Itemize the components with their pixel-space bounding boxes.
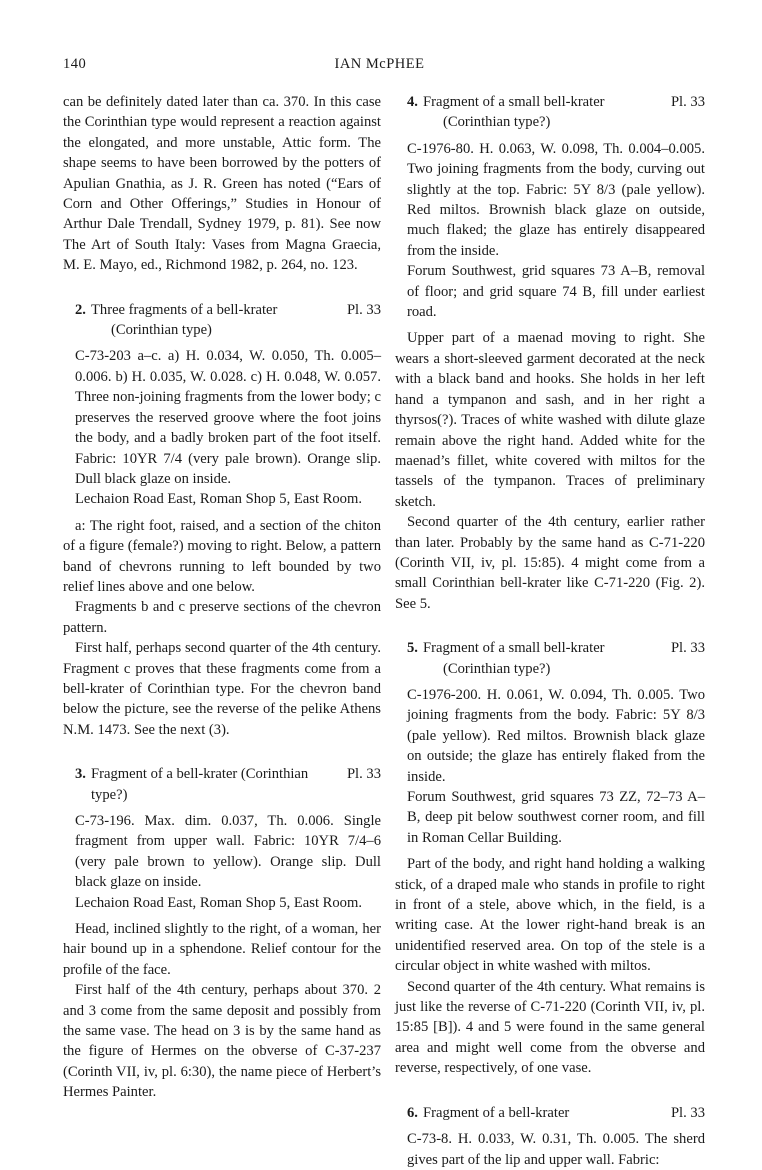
dating-paragraph: Second quarter of the 4th century, earlier rather than later. Probably by the same hand as C-71-220 (Corinth VII, iv, pl. 15:85). 4 might come from a small Corinthian bell-krater like C-71-220 (Fig. 2). See 5. [395, 514, 705, 612]
catalog-entry: C-73-8. H. 0.033, W. 0.31, Th. 0.005. The sherd gives part of the lip and upper wall. Fabric: [407, 1131, 705, 1168]
item-6-heading [395, 1103, 705, 1123]
dating-paragraph: First half, perhaps second quarter of the 4th century. Fragment c proves that these fragments come from a bell-krater of Corinthian type. For the chevron band below the picture, see the reverse of the pelike Athens N.M. 1473. See the next (3). [63, 640, 381, 738]
findspot: Lechaion Road East, Roman Shop 5, East Room. [75, 894, 362, 911]
item-2-heading [63, 300, 381, 341]
description: Part of the body, and right hand holding a walking stick, of a draped male who stands in profile to right in front of a stele, above which, in the field, is a writing case. At the lower right-hand break is an unidentified reserved area. On top of the stele is a circular object in white washed with miltos. [395, 856, 705, 975]
plate-reference: Pl. 33 [670, 94, 705, 110]
item-title: Fragment of a bell-krater [423, 1104, 570, 1121]
plate-reference: Pl. 33 [346, 301, 381, 318]
catalog-entry: C-73-196. Max. dim. 0.037, Th. 0.006. Single fragment from upper wall. Fabric: 10YR 7/4–6 (very pale brown to yellow). Orange slip. Dull black glaze on inside. [75, 813, 381, 891]
description: a: The right foot, raised, and a section of the chiton of a figure (female?) moving to right. Below, a pattern band of chevrons running to left bounded by two relief lines above and one below. [63, 517, 381, 595]
item-title: Fragment of a small bell-krater [423, 94, 605, 110]
description: Upper part of a maenad moving to right. She wears a short-sleeved garment decorated at the neck with a black band and hooks. She holds in her left hand a tympanon and sash, and in her right a thyrsos(?). Traces of white washed with dilute glaze remain above the right hand. Added white for the maenad’s fillet, white covered with miltos for the tassels of the tympanon. Traces of preliminary sketch. [395, 330, 705, 510]
description: Head, inclined slightly to the right, of a woman, her hair bound up in a sphendone. Relief contour for the profile of the face. [63, 921, 381, 978]
findspot: Lechaion Road East, Roman Shop 5, East Room. [75, 491, 362, 508]
right-column [395, 92, 705, 1170]
catalog-entry: C-1976-200. H. 0.061, W. 0.094, Th. 0.005. Two joining fragments from the body. Fabric: 5Y 8/3 (pale yellow). Red miltos. Brownish black glaze on outside; the glaze has entirely flaked from the inside. [407, 686, 705, 785]
dating-paragraph: First half of the 4th century, perhaps about 370. 2 and 3 come from the same deposit and possibly from the same vase. The head on 3 is by the same hand as the figure of Hermes on the obverse of C-37-237 (Corinth VII, iv, pl. 6:30), the name piece of Herbert’s Hermes Painter. [63, 982, 381, 1101]
item-subtitle: (Corinthian type?) [443, 660, 551, 677]
item-subtitle: (Corinthian type) [111, 322, 212, 339]
item-title: Three fragments of a bell-krater [91, 301, 278, 318]
left-column [63, 92, 381, 1103]
plate-reference: Pl. 33 [670, 640, 705, 657]
author-name: IAN McPHEE [334, 56, 425, 72]
description: Fragments b and c preserve sections of the chevron pattern. [63, 599, 381, 636]
findspot: Forum Southwest, grid squares 73 A–B, removal of floor; and grid square 74 B, fill under earliest road. [407, 263, 705, 321]
item-subtitle: (Corinthian type?) [443, 114, 551, 131]
item-title: Fragment of a small bell-krater [423, 640, 605, 657]
catalog-entry: C-1976-80. H. 0.063, W. 0.098, Th. 0.004–0.005. Two joining fragments from the body, curving out slightly at the top. Fabric: 5Y 8/3 (pale yellow). Red miltos. Brownish black glaze on outside, much flaked; the glaze has entirely disappeared from the inside. [407, 140, 705, 259]
intro-paragraph: can be definitely dated later than ca. 370. In this case the Corinthian type would represent a reaction against the elongated, and more unstable, Attic form. The shape seems to have been borrowed by the potters of Apulian Gnathia, as J. R. Green has noted (“Ears of Corn and Other Offerings,” Studies in Honour of Arthur Dale Trendall, Sydney 1979, p. 81). See now The Art of South Italy: Vases from Magna Graecia, M. E. Mayo, ed., Richmond 1982, p. 264, no. 123. [63, 94, 381, 274]
item-number: 3. [75, 766, 86, 783]
findspot: Forum Southwest, grid squares 73 ZZ, 72–73 A–B, deep pit below southwest corner room, and fill in Roman Cellar Building. [407, 789, 705, 846]
catalog-entry: C-73-203 a–c. a) H. 0.034, W. 0.050, Th. 0.005–0.006. b) H. 0.035, W. 0.028. c) H. 0.048, W. 0.057. Three non-joining fragments from the lower body; c preserves the reserved groove where the foot joins the body, and a badly broken part of the foot itself. Fabric: 10YR 7/4 (very pale brown). Orange slip. Dull black glaze on inside. [75, 348, 381, 487]
item-4-heading [395, 92, 705, 133]
item-number: 4. [407, 94, 418, 110]
item-number: 2. [75, 301, 86, 318]
item-number: 6. [407, 1104, 418, 1121]
item-3-heading [63, 764, 381, 805]
item-title: Fragment of a bell-krater (Corinthian type?) [91, 766, 309, 803]
item-number: 5. [407, 640, 418, 657]
running-header [63, 56, 696, 76]
plate-reference: Pl. 33 [346, 766, 381, 783]
dating-paragraph: Second quarter of the 4th century. What remains is just like the reverse of C-71-220 (Corinth VII, iv, pl. 15:85 [B]). 4 and 5 were found in the same general area and might well come from the obverse and reverse, respectively, of one vase. [395, 978, 705, 1077]
page-number: 140 [63, 56, 87, 72]
item-5-heading [395, 638, 705, 679]
plate-reference: Pl. 33 [670, 1104, 705, 1121]
